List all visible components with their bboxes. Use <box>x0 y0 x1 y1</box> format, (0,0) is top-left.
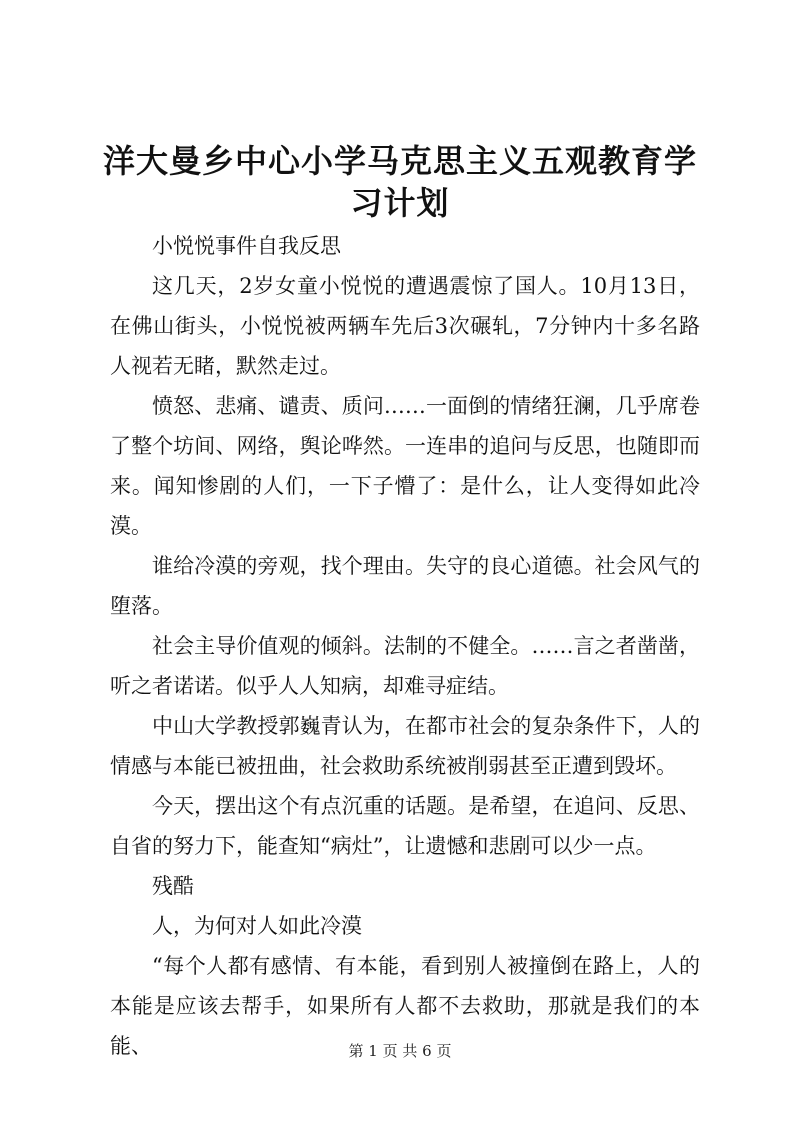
paragraph: 这几天，2岁女童小悦悦的遭遇震惊了国人。10月13日，在佛山街头，小悦悦被两辆车先后3次碾轧，7分钟内十多名路人视若无睹，默然走过。 <box>110 274 700 378</box>
paragraph: 小悦悦事件自我反思 <box>152 234 341 258</box>
document-body <box>110 226 700 1066</box>
paragraph: 谁给冷漠的旁观，找个理由。失守的良心道德。社会风气的堕落。 <box>110 554 700 618</box>
paragraph: 中山大学教授郭巍青认为，在都市社会的复杂条件下，人的情感与本能已被扭曲，社会救助系统被削弱甚至正遭到毁坏。 <box>110 714 700 778</box>
paragraph: “每个人都有感情、有本能，看到别人被撞倒在路上，人的本能是应该去帮手，如果所有人都不去救助，那就是我们的本能、 <box>110 954 700 1058</box>
paragraph: 社会主导价值观的倾斜。法制的不健全。……言之者凿凿，听之者诺诺。似乎人人知病，却难寻症结。 <box>110 634 700 698</box>
page-number-footer: 第 1 页 共 6 页 <box>348 1042 452 1060</box>
page-title: 洋大曼乡中心小学马克思主义五观教育学习计划 <box>102 142 697 222</box>
paragraph: 愤怒、悲痛、谴责、质问……一面倒的情绪狂澜，几乎席卷了整个坊间、网络，舆论哗然。一连串的追问与反思，也随即而来。闻知惨剧的人们，一下子懵了：是什么，让人变得如此冷漠。 <box>110 394 700 538</box>
paragraph: 残酷 <box>152 874 194 898</box>
paragraph: 人，为何对人如此冷漠 <box>152 914 362 938</box>
paragraph: 今天，摆出这个有点沉重的话题。是希望，在追问、反思、自省的努力下，能查知“病灶”，让遗憾和悲剧可以少一点。 <box>110 794 700 858</box>
